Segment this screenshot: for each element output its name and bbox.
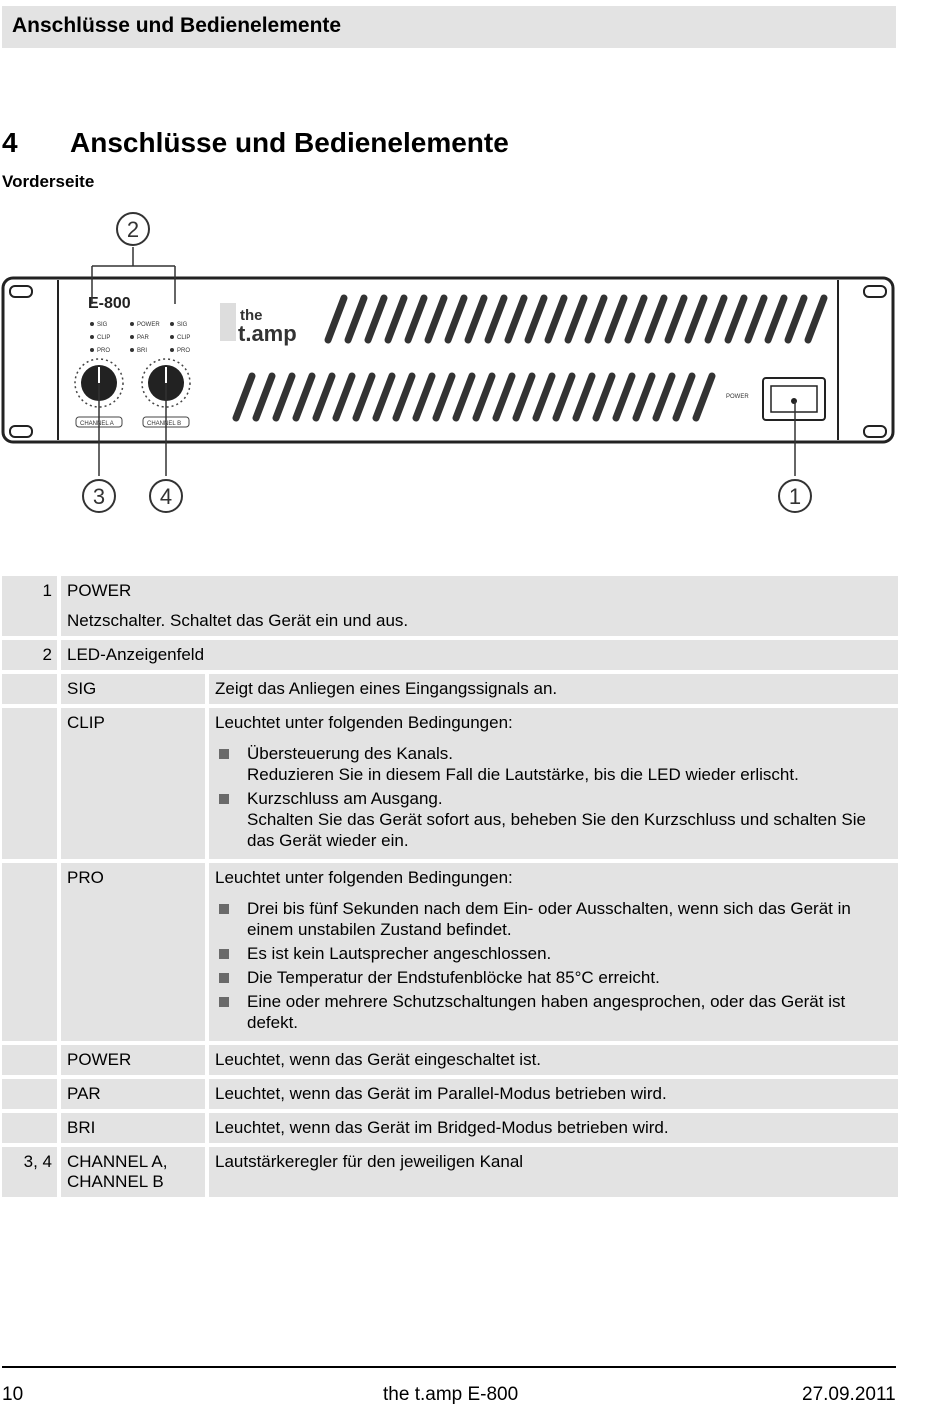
row-number-empty — [2, 1045, 57, 1075]
led-name: BRI — [61, 1113, 205, 1143]
led-description: Leuchtet, wenn das Gerät eingeschaltet ist. — [209, 1045, 898, 1075]
led-description-intro: Leuchtet unter folgenden Bedingungen: — [215, 713, 513, 732]
row-number-empty — [2, 1079, 57, 1109]
led-description: Zeigt das Anliegen eines Eingangssignals an. — [209, 674, 898, 704]
list-item — [215, 788, 892, 851]
led-name: CLIP — [61, 708, 205, 859]
table-row-channels — [0, 1147, 900, 1201]
svg-text:3: 3 — [92, 484, 106, 509]
led-name — [61, 1147, 205, 1197]
callout-1 — [779, 480, 811, 512]
running-header — [2, 6, 896, 48]
led-label: SIG — [97, 322, 108, 328]
list-item: Eine oder mehrere Schutzschaltungen haben angesprochen, oder das Gerät ist defekt. — [215, 991, 892, 1033]
led-label: PRO — [177, 348, 191, 354]
table-row-led-panel — [0, 640, 900, 674]
condition-text: Übersteuerung des Kanals. — [247, 744, 454, 763]
table-row-par — [0, 1079, 900, 1113]
led-description-intro: Leuchtet unter folgenden Bedingungen: — [215, 868, 513, 887]
channel-b-label: CHANNEL B — [147, 421, 182, 427]
brand-tamp: t.amp — [238, 321, 297, 346]
item-title: POWER — [67, 581, 132, 600]
condition-note: Reduzieren Sie in diesem Fall die Lautstärke, bis die LED wieder erlischt. — [247, 765, 799, 784]
footer-date: 27.09.2011 — [802, 1384, 896, 1405]
led-name: PAR — [61, 1079, 205, 1109]
table-row-bri — [0, 1113, 900, 1147]
led-description — [209, 863, 898, 1041]
page-number: 10 — [2, 1384, 24, 1405]
table-row-power-led — [0, 1045, 900, 1079]
led-description: Lautstärkeregler für den jeweiligen Kanal — [209, 1147, 898, 1197]
row-number: 3, 4 — [2, 1147, 57, 1197]
condition-text: Kurzschluss am Ausgang. — [247, 789, 443, 808]
row-number-empty — [2, 1113, 57, 1143]
power-switch-label: POWER — [726, 394, 749, 400]
led-label: PRO — [97, 348, 111, 354]
section-subheading: Vorderseite — [2, 172, 95, 191]
callout-2 — [117, 213, 149, 245]
led-description: Leuchtet, wenn das Gerät im Bridged-Modus betrieben wird. — [209, 1113, 898, 1143]
channel-a-label: CHANNEL A — [80, 421, 114, 427]
condition-list — [215, 743, 892, 851]
led-label: SIG — [177, 322, 188, 328]
item-title: LED-Anzeigenfeld — [61, 640, 898, 670]
chapter-title: Anschlüsse und Bedienelemente — [70, 127, 509, 158]
led-description — [209, 708, 898, 859]
row-number: 1 — [2, 576, 57, 636]
list-item: Es ist kein Lautsprecher angeschlossen. — [215, 943, 892, 964]
list-item — [215, 743, 892, 785]
item-description: Netzschalter. Schaltet das Gerät ein und aus. — [67, 611, 409, 630]
table-row-sig — [0, 674, 900, 708]
led-label: CLIP — [177, 335, 191, 341]
table-row-power — [0, 576, 900, 640]
row-number-empty — [2, 863, 57, 1041]
led-label: PAR — [137, 335, 149, 341]
amplifier-front-panel-diagram — [0, 200, 900, 530]
table-row-clip — [0, 708, 900, 863]
condition-list — [215, 898, 892, 1033]
row-number: 2 — [2, 640, 57, 670]
callout-3 — [83, 480, 115, 512]
row-content — [61, 576, 898, 636]
svg-text:2: 2 — [126, 217, 140, 242]
channel-label-b: CHANNEL B — [67, 1172, 164, 1191]
row-number-empty — [2, 708, 57, 859]
callout-4 — [150, 480, 182, 512]
controls-table — [0, 576, 900, 1201]
row-number-empty — [2, 674, 57, 704]
running-header-title: Anschlüsse und Bedienelemente — [12, 14, 342, 37]
list-item: Die Temperatur der Endstufenblöcke hat 85°C erreicht. — [215, 967, 892, 988]
svg-text:1: 1 — [788, 484, 802, 509]
led-description: Leuchtet, wenn das Gerät im Parallel-Modus betrieben wird. — [209, 1079, 898, 1109]
footer-product: the t.amp E-800 — [383, 1384, 519, 1405]
list-item: Drei bis fünf Sekunden nach dem Ein- oder Ausschalten, wenn sich das Gerät in einem unstabilen Zustand befindet. — [215, 898, 892, 940]
chapter-heading — [2, 127, 509, 159]
footer-divider — [2, 1366, 896, 1368]
chapter-number: 4 — [2, 127, 18, 158]
svg-text:4: 4 — [159, 484, 173, 509]
led-label: BRI — [137, 348, 148, 354]
channel-label-a: CHANNEL A, — [67, 1152, 168, 1171]
brand-the: the — [240, 307, 263, 324]
led-label: POWER — [137, 322, 160, 328]
led-label: CLIP — [97, 335, 111, 341]
condition-note: Schalten Sie das Gerät sofort aus, beheben Sie den Kurzschluss und schalten Sie das Gerät wieder ein. — [247, 810, 866, 850]
model-label: E-800 — [88, 295, 131, 312]
table-row-pro — [0, 863, 900, 1045]
led-name: PRO — [61, 863, 205, 1041]
led-name: POWER — [61, 1045, 205, 1075]
led-name: SIG — [61, 674, 205, 704]
